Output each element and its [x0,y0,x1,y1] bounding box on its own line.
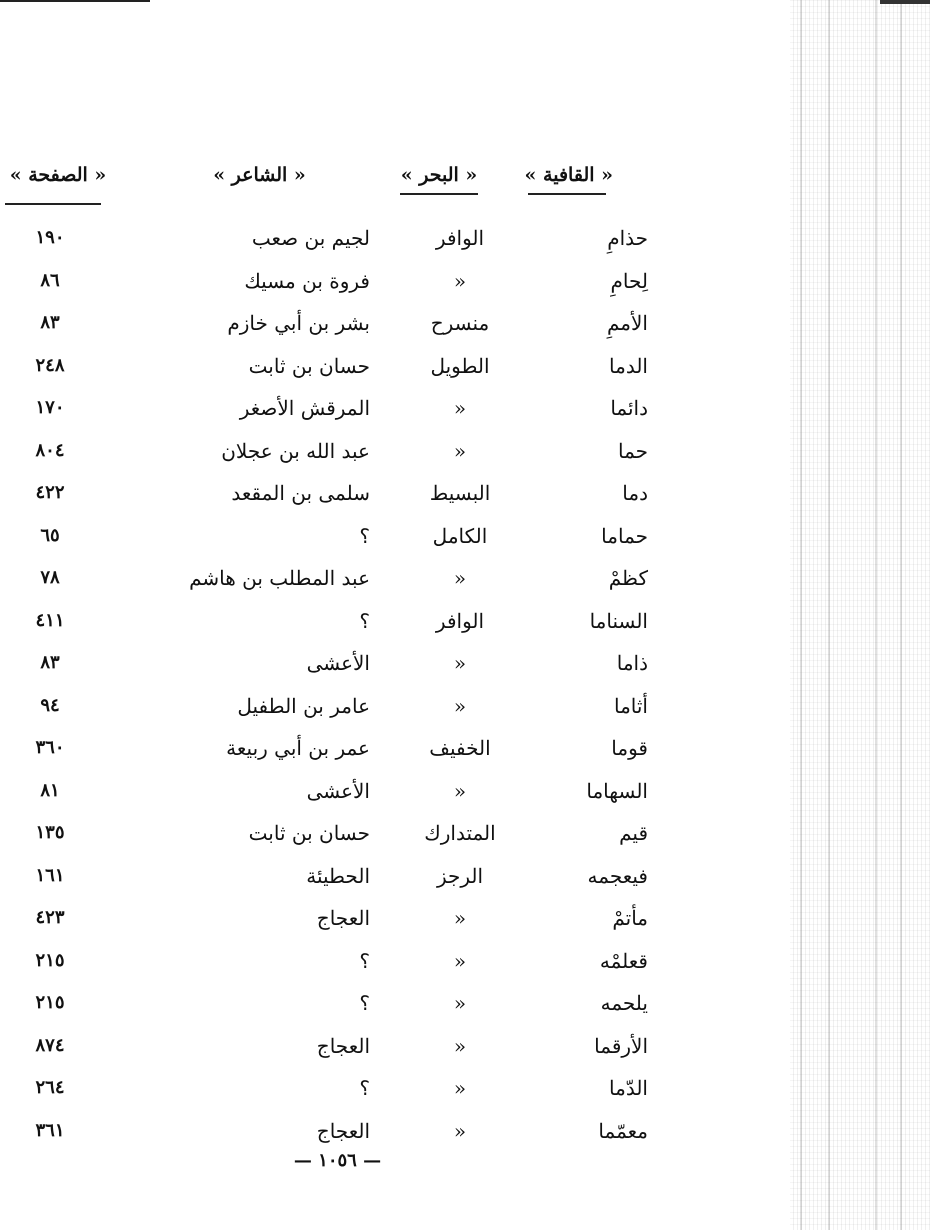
qafiya-cell: الأممِ [607,311,648,335]
bahr-cell: الرجز [436,863,484,888]
header-bahr: « البحر » [400,164,478,186]
qafiya-cell: السهاما [586,778,648,803]
header-page-underline [5,203,101,205]
bahr-cell: البسيط [429,481,491,505]
poet-cell: ؟ [359,523,370,548]
poet-cell: ؟ [359,608,370,633]
poet-cell: العجاج [316,906,370,930]
table-row [0,388,930,428]
poet-cell: الأعشى [306,778,370,803]
page-cell: ١٣٥ [35,822,65,843]
page-number: — ١٠٥٦ — [293,1150,382,1171]
page-cell: ٨١ [40,779,60,801]
table-row [0,1111,930,1151]
poet-cell: حسان بن ثابت [248,353,370,378]
qafiya-cell: يلحمه [600,991,648,1015]
bahr-cell: « [453,948,467,973]
qafiya-cell: قعلمْه [599,948,648,973]
table-row [0,898,930,938]
qafiya-cell: قوما [611,736,648,760]
qafiya-cell: قيم [619,821,648,845]
qafiya-cell: الأرقما [594,1033,648,1058]
table-row [0,983,930,1023]
bahr-cell: « [453,438,467,463]
bahr-cell: المتدارك [424,821,496,845]
poet-cell: عبد الله بن عجلان [221,438,370,463]
page-cell: ٨٣ [40,652,60,673]
page-cell: ٧٨ [40,567,60,588]
bahr-cell: « [453,268,467,293]
poet-cell: ؟ [359,948,370,973]
table-row [0,303,930,343]
qafiya-cell: السناما [589,608,648,633]
poet-cell: المرقش الأصغر [239,396,370,420]
page-cell: ٤١١ [35,609,65,631]
bahr-cell: الكامل [432,523,488,548]
qafiya-cell: الدّما [609,1076,648,1100]
page-cell: ١٦١ [35,864,65,886]
page-cell: ٢٦٤ [35,1077,65,1098]
poet-cell: سلمى بن المقعد [231,481,370,505]
header-bahr-underline [400,193,478,195]
table-row [0,1068,930,1108]
header-qafiya-underline [528,193,606,195]
bahr-cell: الخفيف [429,736,491,760]
page-cell: ٩٤ [40,694,60,716]
poet-cell: الأعشى [306,651,370,675]
bahr-cell: « [453,693,467,718]
qafiya-cell: فيعجمه [587,863,648,888]
page-cell: ٢٤٨ [35,354,65,376]
poet-cell: ؟ [359,991,370,1015]
bahr-cell: « [453,1076,467,1100]
qafiya-cell: حماما [601,523,648,548]
table-row [0,728,930,768]
page-cell: ٨٠٤ [35,439,65,461]
bahr-cell: الوافر [435,608,485,633]
poet-cell: فروة بن مسيك [244,268,370,293]
poet-cell: عامر بن الطفيل [237,693,370,718]
qafiya-cell: حما [617,438,648,463]
page-cell: ٤٢٢ [35,482,65,503]
page-cell: ٨٧٤ [35,1034,65,1056]
qafiya-cell: كظمْ [608,566,648,590]
qafiya-cell: دائما [610,396,648,420]
bahr-cell: « [453,1118,467,1143]
page-cell: ٤٢٣ [35,907,65,928]
table-row [0,218,930,258]
qafiya-cell: معمّما [598,1118,648,1143]
poet-cell: لجيم بن صعب [251,226,370,250]
poet-cell: بشر بن أبي خازم [227,311,370,335]
table-row [0,856,930,896]
table-row [0,261,930,301]
poet-cell: عمر بن أبي ربيعة [226,736,370,760]
header-poet: « الشاعر » [213,164,306,186]
bahr-cell: « [453,651,467,675]
page-cell: ٨٦ [40,269,60,291]
bahr-cell: « [453,1033,467,1058]
header-page: « الصفحة » [9,164,107,186]
bahr-cell: منسرح [430,311,490,335]
bahr-cell: « [453,906,467,930]
poet-cell: الحطيئة [306,863,370,888]
poet-cell: عبد المطلب بن هاشم [189,566,370,590]
bahr-cell: الطويل [430,353,490,378]
table-row [0,686,930,726]
qafiya-cell: حذامِ [607,226,648,250]
qafiya-cell: ذاما [616,651,648,675]
bahr-cell: « [453,778,467,803]
poet-cell: العجاج [316,1033,370,1058]
table-row [0,601,930,641]
table-row [0,516,930,556]
table-row [0,941,930,981]
page-cell: ١٩٠ [35,227,65,248]
table-row [0,473,930,513]
page-cell: ٣٦٠ [35,737,65,758]
qafiya-cell: دما [622,481,648,505]
poet-cell: ؟ [359,1076,370,1100]
qafiya-cell: الدما [609,353,648,378]
page-cell: ٢١٥ [35,992,65,1013]
qafiya-cell: أثاما [613,693,648,718]
scan-corner-mark [880,0,930,4]
table-row [0,558,930,598]
qafiya-cell: مأتمْ [612,906,648,930]
header-qafiya: « القافية » [524,164,613,186]
page-cell: ٨٣ [40,312,60,333]
table-row [0,813,930,853]
page-cell: ٢١٥ [35,949,65,971]
page-cell: ١٧٠ [35,397,65,418]
table-row [0,1026,930,1066]
poet-cell: العجاج [316,1118,370,1143]
qafiya-cell: لِحامِ [610,268,648,293]
bahr-cell: الوافر [435,226,485,250]
table-row [0,643,930,683]
page-cell: ٣٦١ [35,1119,65,1141]
table-row [0,771,930,811]
page-cell: ٦٥ [40,524,60,546]
table-row [0,431,930,471]
bahr-cell: « [453,991,467,1015]
bahr-cell: « [453,396,467,420]
table-row [0,346,930,386]
poet-cell: حسان بن ثابت [248,821,370,845]
bahr-cell: « [453,566,467,590]
top-rule [0,0,150,2]
